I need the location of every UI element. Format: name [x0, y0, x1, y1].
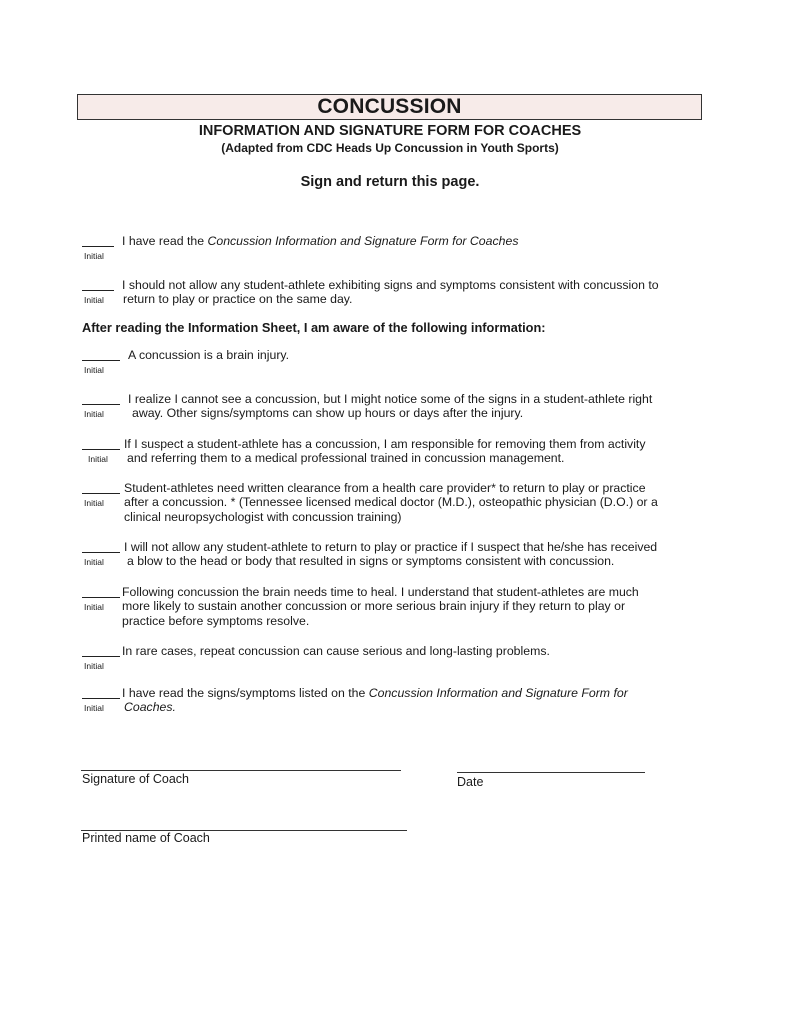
initial-blank[interactable] [82, 540, 120, 553]
initial-label: Initial [84, 409, 104, 419]
initial-label: Initial [84, 602, 104, 612]
initial-blank[interactable] [82, 348, 120, 361]
initial-label: Initial [84, 295, 104, 305]
initial-label: Initial [84, 365, 104, 375]
section-heading: After reading the Information Sheet, I am aware of the following information: [82, 320, 546, 335]
item-text-line: A concussion is a brain injury. [128, 348, 290, 362]
form-subtitle: INFORMATION AND SIGNATURE FORM FOR COACHES [198, 123, 582, 139]
initial-label: Initial [84, 661, 104, 671]
initial-label: Initial [84, 251, 104, 261]
item-text-line: Coaches. [124, 700, 176, 714]
printed-name-label: Printed name of Coach [82, 831, 210, 845]
form-source: (Adapted from CDC Heads Up Concussion in Youth Sports) [221, 141, 559, 155]
signature-label: Signature of Coach [82, 772, 190, 786]
form-title: CONCUSSION [317, 95, 462, 118]
initial-label: Initial [84, 498, 104, 508]
initial-label: Initial [84, 557, 104, 567]
initial-blank[interactable] [82, 481, 120, 494]
initial-blank[interactable] [82, 278, 114, 291]
item-text-line: If I suspect a student-athlete has a concussion, I am responsible for removing them from activity [124, 437, 646, 451]
item-text-line: Following concussion the brain needs time to heal. I understand that student-athletes are much [122, 585, 639, 599]
initial-blank[interactable] [82, 585, 120, 598]
item-text-line: return to play or practice on the same day. [123, 292, 353, 306]
item-text-line: more likely to sustain another concussion or more serious brain injury if they return to play or [122, 599, 626, 613]
initial-label: Initial [88, 454, 108, 464]
initial-label: Initial [84, 703, 104, 713]
item-text-line: I should not allow any student-athlete exhibiting signs and symptoms consistent with concussion to [122, 278, 659, 292]
form-instruction: Sign and return this page. [300, 174, 480, 190]
initial-blank[interactable] [82, 437, 120, 450]
item-text-line: I will not allow any student-athlete to return to play or practice if I suspect that he/she has received [124, 540, 658, 554]
item-text: I have read the Concussion Information and Signature Form for Coaches [122, 234, 519, 248]
item-text-line: a blow to the head or body that resulted in signs or symptoms consistent with concussion. [127, 554, 615, 568]
item-text-line: away. Other signs/symptoms can show up hours or days after the injury. [132, 406, 524, 420]
signature-line[interactable] [81, 770, 401, 771]
date-label: Date [457, 775, 484, 789]
date-line[interactable] [457, 772, 645, 773]
form-title-box [77, 94, 702, 120]
item-text-line: Student-athletes need written clearance from a health care provider* to return to play or practice [124, 481, 646, 495]
item-text-line: I realize I cannot see a concussion, but I might notice some of the signs in a student-athlete right [128, 392, 653, 406]
initial-blank[interactable] [82, 392, 120, 405]
initial-blank[interactable] [82, 644, 120, 657]
item-text-line: and referring them to a medical professional trained in concussion management. [127, 451, 565, 465]
item-text-line: I have read the signs/symptoms listed on the Concussion Information and Signature Form for [122, 686, 628, 700]
item-text-line: after a concussion. * (Tennessee licensed medical doctor (M.D.), osteopathic physician (D.O.) or a [124, 495, 658, 509]
item-text-line: clinical neuropsychologist with concussion training) [124, 510, 402, 524]
item-text-line: In rare cases, repeat concussion can cause serious and long-lasting problems. [122, 644, 550, 658]
item-text-line: practice before symptoms resolve. [122, 614, 310, 628]
initial-blank[interactable] [82, 234, 114, 247]
initial-blank[interactable] [82, 686, 120, 699]
